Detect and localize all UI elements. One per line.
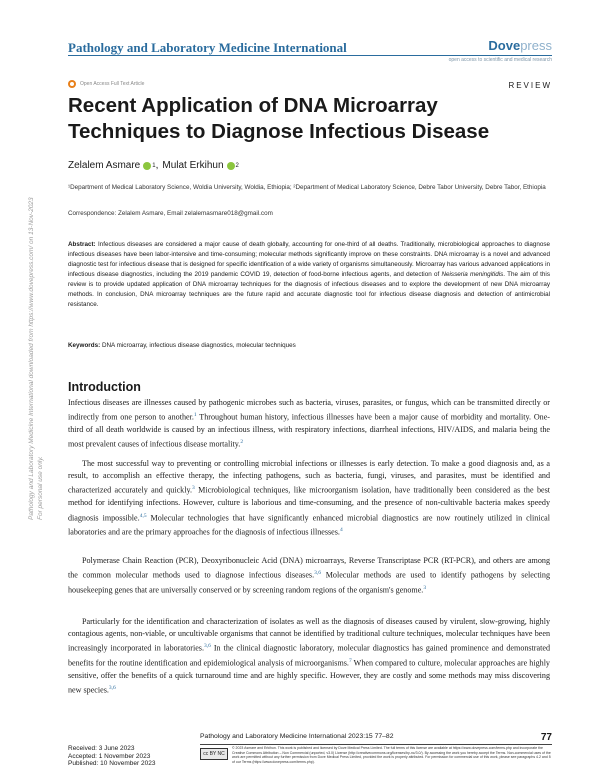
affiliations: ¹Department of Medical Laboratory Science, Woldia University, Woldia, Ethiopia; ²Department of Medical Laboratory Science, Debre Tabor University, Debre Tabor, Ethiopia <box>68 184 546 191</box>
paragraph-text: Particularly for the identification and characterization of isolates as well as the diagnosis of diseases caused by virulent, slow-growing, highly contagious agents, non-viable, or uncultivable organisms that cannot be identified by traditional culture techniques, molecular techniques have been increasingly incorporated in laboratories. <box>68 617 550 654</box>
abstract <box>68 240 550 310</box>
citation-ref[interactable]: 3 <box>192 485 195 492</box>
footer-citation[interactable]: Pathology and Laboratory Medicine International 2023:15 77–82 <box>200 733 394 740</box>
keywords <box>68 342 550 349</box>
publisher-brand[interactable] <box>449 38 552 63</box>
publication-dates <box>68 745 155 768</box>
author-name[interactable]: Zelalem Asmare <box>68 160 141 171</box>
keywords-label: Keywords: <box>68 342 101 349</box>
page-number: 77 <box>540 732 552 743</box>
footer-divider <box>200 744 552 745</box>
received-date: Received: 3 June 2023 <box>68 745 135 752</box>
open-access-icon <box>68 80 76 88</box>
body-paragraph <box>68 397 550 451</box>
correspondence: Correspondence: Zelalem Asmare, Email zelalemasmare018@gmail.com <box>68 210 273 217</box>
watermark-line: Pathology and Laboratory Medicine International downloaded from https://www.dovepress.com/ on 13-Nov-2023 <box>28 197 35 520</box>
journal-name[interactable]: Pathology and Laboratory Medicine International <box>68 40 347 55</box>
watermark-line: For personal use only. <box>37 456 44 520</box>
brand-name-light: press <box>520 38 552 53</box>
author-affiliation-ref: 2 <box>235 162 239 169</box>
paragraph-text: Molecular technologies that have significantly enhanced microbial diagnostics are now routinely utilized in clinical laboratories and are the primary approaches for the diagnosis of infectious illnesses. <box>68 513 551 538</box>
orcid-icon[interactable] <box>143 162 151 170</box>
paragraph-text: Throughout human history, infectious illnesses have been a major cause of morbidity and mortality. One-third of all death worldwide is caused by an infectious illness, with respiratory infections, diarrheal infections, HIV/AIDS, and malaria being the most prevalent causes of infectious disease mortality. <box>68 412 550 449</box>
keywords-text: DNA microarray, infectious disease diagnostics, molecular techniques <box>101 342 296 349</box>
article-type: REVIEW <box>508 81 552 90</box>
paragraph-text: Microbiological techniques, like microorganism isolation, have traditionally been considered as the best method for identifying infections. However, culture is laborious and time-consuming, and the presence of non-cultivable bacteria makes speedy diagnosis impossible. <box>68 486 550 523</box>
citation-ref[interactable]: 3 <box>423 585 427 592</box>
article-title: Recent Application of DNA Microarray Techniques to Diagnose Infectious Disease <box>68 94 490 143</box>
accepted-date: Accepted: 1 November 2023 <box>68 752 151 760</box>
cc-license-badge[interactable]: cc BY NC <box>200 748 228 760</box>
open-access-label: Open Access Full Text Article <box>80 81 145 87</box>
paragraph-text: When compared to culture, molecular approaches are highly sensitive, offer the benefits of a quick turnaround time and are highly specific. However, they are costly and some methods may miss discovering new species. <box>68 658 550 696</box>
abstract-species: Neisseria meningitidis <box>441 271 504 278</box>
author-separator: , <box>155 160 159 171</box>
download-watermark <box>28 140 44 520</box>
citation-ref[interactable]: 4 <box>339 527 343 534</box>
citation-ref[interactable]: 3,6 <box>203 643 211 650</box>
license-text: © 2023 Asmare and Erkihun. This work is published and licensed by Dove Medical Press Limited. The full terms of this license are available at https://www.dovepress.com/terms.php and incorporate the Creative Commons Attribution – Non Commercial (unported, v3.0) License (http://creativecommons.org/licenses/by-nc/3.0/). By accessing the work you hereby accept the Terms. Non-commercial uses of the work are permitted without any further permission from Dove Medical Press Limited, provided the work is properly attributed. For permission for commercial use of this work, please see paragraphs 4.2 and 5 of our Terms (https://www.dovepress.com/terms.php). <box>232 746 551 765</box>
body-paragraph <box>68 555 550 597</box>
citation-ref[interactable]: 4,5 <box>139 512 147 519</box>
citation-ref[interactable]: 3,6 <box>314 570 321 577</box>
orcid-icon[interactable] <box>227 162 235 170</box>
brand-name-bold: Dove <box>488 38 521 53</box>
author-list <box>68 160 239 171</box>
paragraph-text: Infectious diseases are illnesses caused by pathogenic microbes such as bacteria, viruses, parasites, or fungus, which can be transmitted directly or indirectly from one person to another. <box>68 398 550 422</box>
publisher-logo <box>449 38 552 53</box>
citation-ref[interactable]: 1 <box>193 412 197 419</box>
publisher-tagline: open access to scientific and medical research <box>448 57 552 63</box>
abstract-text: Infectious diseases are considered a major cause of death globally, accounting for one-third of all deaths. Traditionally, microbiological approaches to diagnose infectious diseases have been labor-intensive and time-consuming; molecular methods significantly improve on these constraints. DNA microarray is a novel and advanced diagnostic test for infectious disease that is designed for specific identification of a wide variety of organisms simultaneously. Microarray has various advanced applications in infectious disease diagnostics, including the 2019 pandemic COVID 19, detection of food-borne infectious agents, and detection of <box>68 241 550 278</box>
abstract-label: Abstract: <box>68 241 96 248</box>
citation-ref[interactable]: 7 <box>348 658 352 665</box>
paragraph-text: Polymerase Chain Reaction (PCR), Deoxyribonucleic Acid (DNA) microarrays, Reverse Transcriptase PCR (RT-PCR), and others are among the common molecular methods used to diagnose infectious diseases. <box>68 556 550 580</box>
citation-ref[interactable]: 2 <box>240 439 244 446</box>
paragraph-text: Molecular methods are used to identify pathogens by selecting housekeeping genes that are universally conserved or by screening random regions of the organism's genome. <box>68 570 550 595</box>
body-paragraph <box>68 616 550 697</box>
header-divider <box>68 55 552 56</box>
author-name[interactable]: Mulat Erkihun <box>162 160 224 171</box>
citation-ref[interactable]: 3,6 <box>108 685 116 692</box>
open-access-line <box>68 80 144 88</box>
section-heading: Introduction <box>68 380 141 394</box>
paragraph-text: In the clinical diagnostic laboratory, molecular diagnostics has gained prominence and demonstrated benefits for the routine identification and epidemiological analysis of microorganisms. <box>68 644 550 668</box>
abstract-text: . The aim of this review is to provide updated application of DNA microarray techniques for the diagnosis of infectious diseases and to explore the development of new DNA microarray methods. In conclusion, DNA microarray techniques are the future rapid and accurate diagnostic tool for infectious disease diagnosis and detection of antimicrobial resistance. <box>68 271 550 308</box>
body-paragraph <box>68 458 550 539</box>
paragraph-text: The most successful way to preventing or controlling microbial infections or illnesses is early detection. To make a good diagnosis and, as a result, to accomplish an effective therapy, the infecting pathogens, such as bacteria, fungi, viruses, and parasites, must be identified and characterized accurately and quickly. <box>68 459 550 496</box>
author-affiliation-ref: 1 <box>152 162 156 169</box>
published-date: Published: 10 November 2023 <box>68 760 156 767</box>
